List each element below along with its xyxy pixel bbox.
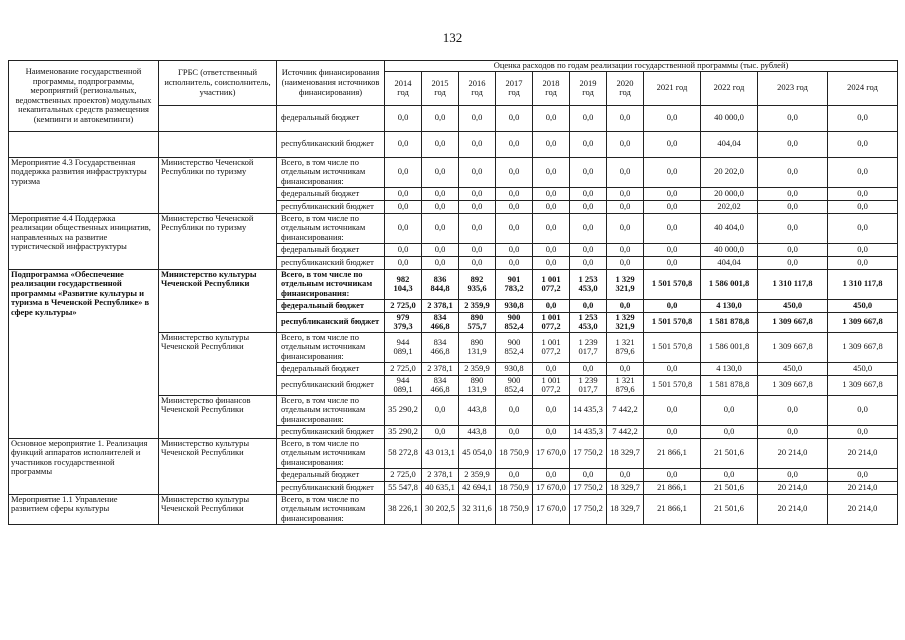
value-cell: 0,0 — [644, 395, 701, 425]
value-cell: 900 852,4 — [496, 332, 533, 362]
value-cell: 0,0 — [422, 425, 459, 438]
source-cell: Всего, в том числе по отдельным источникам финансирования: — [277, 213, 385, 243]
value-cell: 0,0 — [422, 187, 459, 200]
value-cell: 17 750,2 — [570, 494, 607, 524]
value-cell: 0,0 — [607, 105, 644, 131]
value-cell: 0,0 — [496, 243, 533, 256]
value-cell: 0,0 — [607, 243, 644, 256]
value-cell: 2 359,9 — [459, 468, 496, 481]
value-cell: 0,0 — [496, 200, 533, 213]
value-cell: 0,0 — [422, 213, 459, 243]
value-cell: 2 378,1 — [422, 362, 459, 375]
value-cell: 32 311,6 — [459, 494, 496, 524]
value-cell: 2 378,1 — [422, 468, 459, 481]
value-cell: 0,0 — [758, 243, 828, 256]
year-header: 2022 год — [701, 71, 758, 105]
value-cell: 1 309 667,8 — [828, 375, 898, 395]
value-cell: 892 935,6 — [459, 269, 496, 299]
value-cell: 0,0 — [828, 131, 898, 157]
value-cell: 0,0 — [701, 425, 758, 438]
source-cell: федеральный бюджет — [277, 362, 385, 375]
value-cell: 0,0 — [533, 468, 570, 481]
source-cell: республиканский бюджет — [277, 256, 385, 269]
value-cell: 0,0 — [385, 187, 422, 200]
source-cell: федеральный бюджет — [277, 187, 385, 200]
value-cell: 0,0 — [570, 299, 607, 312]
value-cell: 0,0 — [496, 187, 533, 200]
value-cell: 0,0 — [570, 213, 607, 243]
value-cell: 0,0 — [828, 200, 898, 213]
value-cell: 43 013,1 — [422, 438, 459, 468]
value-cell: 0,0 — [459, 131, 496, 157]
value-cell: 450,0 — [828, 362, 898, 375]
value-cell: 0,0 — [644, 131, 701, 157]
grbs-cell: Министерство Чеченской Республики по туризму — [159, 213, 277, 269]
value-cell: 1 001 077,2 — [533, 269, 570, 299]
value-cell: 2 378,1 — [422, 299, 459, 312]
value-cell: 0,0 — [385, 256, 422, 269]
value-cell: 0,0 — [758, 187, 828, 200]
source-cell: федеральный бюджет — [277, 243, 385, 256]
value-cell: 0,0 — [701, 468, 758, 481]
grbs-cell — [159, 131, 277, 157]
value-cell: 17 750,2 — [570, 438, 607, 468]
value-cell: 1 309 667,8 — [758, 332, 828, 362]
page-number: 132 — [442, 30, 463, 45]
value-cell: 1 501 570,8 — [644, 269, 701, 299]
source-cell: Всего, в том числе по отдельным источникам финансирования: — [277, 494, 385, 524]
value-cell: 0,0 — [496, 213, 533, 243]
value-cell: 944 089,1 — [385, 332, 422, 362]
value-cell: 1 001 077,2 — [533, 375, 570, 395]
value-cell: 0,0 — [570, 362, 607, 375]
value-cell: 55 547,8 — [385, 481, 422, 494]
value-cell: 0,0 — [422, 131, 459, 157]
value-cell: 0,0 — [644, 243, 701, 256]
source-cell: Всего, в том числе по отдельным источникам финансирования: — [277, 332, 385, 362]
budget-table — [8, 60, 898, 525]
year-header: 2021 год — [644, 71, 701, 105]
value-cell: 0,0 — [533, 362, 570, 375]
year-header: 2023 год — [758, 71, 828, 105]
table-row — [9, 269, 898, 299]
value-cell: 0,0 — [385, 105, 422, 131]
program-name-cell: Мероприятие 1.1 Управление развитием сферы культуры — [9, 494, 159, 524]
value-cell: 0,0 — [758, 395, 828, 425]
value-cell: 0,0 — [533, 105, 570, 131]
value-cell: 0,0 — [459, 243, 496, 256]
header-grbs: ГРБС (ответственный исполнитель, соисполнитель, участник) — [159, 61, 277, 106]
value-cell: 0,0 — [496, 256, 533, 269]
grbs-cell: Министерство финансов Чеченской Республики — [159, 395, 277, 438]
value-cell: 20 214,0 — [828, 438, 898, 468]
value-cell: 834 466,8 — [422, 375, 459, 395]
value-cell: 18 750,9 — [496, 494, 533, 524]
value-cell: 0,0 — [644, 213, 701, 243]
value-cell: 17 670,0 — [533, 494, 570, 524]
value-cell: 2 359,9 — [459, 362, 496, 375]
value-cell: 30 202,5 — [422, 494, 459, 524]
value-cell: 0,0 — [533, 213, 570, 243]
value-cell: 0,0 — [422, 243, 459, 256]
value-cell: 443,8 — [459, 425, 496, 438]
value-cell: 0,0 — [758, 131, 828, 157]
table-row — [9, 157, 898, 187]
value-cell: 0,0 — [533, 243, 570, 256]
value-cell: 0,0 — [828, 395, 898, 425]
header-estimate: Оценка расходов по годам реализации государственной программы (тыс. рублей) — [385, 61, 898, 72]
value-cell: 1 310 117,8 — [828, 269, 898, 299]
value-cell: 930,8 — [496, 299, 533, 312]
value-cell: 0,0 — [644, 362, 701, 375]
value-cell: 1 253 453,0 — [570, 269, 607, 299]
value-cell: 0,0 — [644, 425, 701, 438]
value-cell: 20 202,0 — [701, 157, 758, 187]
value-cell: 0,0 — [385, 243, 422, 256]
value-cell: 2 725,0 — [385, 362, 422, 375]
value-cell: 38 226,1 — [385, 494, 422, 524]
value-cell: 0,0 — [607, 362, 644, 375]
value-cell: 0,0 — [533, 395, 570, 425]
value-cell: 0,0 — [533, 187, 570, 200]
value-cell: 1 329 321,9 — [607, 312, 644, 332]
value-cell: 20 214,0 — [828, 481, 898, 494]
value-cell: 35 290,2 — [385, 425, 422, 438]
value-cell: 900 852,4 — [496, 375, 533, 395]
value-cell: 18 329,7 — [607, 481, 644, 494]
value-cell: 836 844,8 — [422, 269, 459, 299]
table-row — [9, 213, 898, 243]
value-cell: 834 466,8 — [422, 332, 459, 362]
year-header: 2020 год — [607, 71, 644, 105]
value-cell: 18 329,7 — [607, 438, 644, 468]
value-cell: 0,0 — [644, 157, 701, 187]
value-cell: 404,04 — [701, 131, 758, 157]
value-cell: 0,0 — [533, 131, 570, 157]
value-cell: 21 501,6 — [701, 494, 758, 524]
header-row — [9, 61, 898, 72]
value-cell: 18 750,9 — [496, 438, 533, 468]
value-cell: 0,0 — [459, 157, 496, 187]
source-cell: Всего, в том числе по отдельным источникам финансирования: — [277, 157, 385, 187]
value-cell: 0,0 — [496, 157, 533, 187]
value-cell: 0,0 — [533, 157, 570, 187]
header-source: Источник финансирования (наименования источников финансирования) — [277, 61, 385, 106]
value-cell: 0,0 — [570, 187, 607, 200]
value-cell: 0,0 — [570, 105, 607, 131]
value-cell: 0,0 — [644, 299, 701, 312]
value-cell: 0,0 — [570, 157, 607, 187]
value-cell: 1 501 570,8 — [644, 375, 701, 395]
value-cell: 14 435,3 — [570, 425, 607, 438]
value-cell: 1 581 878,8 — [701, 375, 758, 395]
value-cell: 0,0 — [758, 157, 828, 187]
source-cell: федеральный бюджет — [277, 468, 385, 481]
year-header: 2019 год — [570, 71, 607, 105]
value-cell: 0,0 — [459, 200, 496, 213]
value-cell: 0,0 — [496, 468, 533, 481]
value-cell: 0,0 — [533, 200, 570, 213]
value-cell: 890 131,9 — [459, 375, 496, 395]
subprogram-name-cell: Подпрограмма «Обеспечение реализации государственной программы «Развитие культуры и туризма в Чеченской Республике» в сфере культуры» — [9, 269, 159, 438]
value-cell: 979 379,3 — [385, 312, 422, 332]
source-cell: республиканский бюджет — [277, 375, 385, 395]
value-cell: 0,0 — [828, 187, 898, 200]
value-cell: 40 000,0 — [701, 105, 758, 131]
value-cell: 1 581 878,8 — [701, 312, 758, 332]
source-cell: федеральный бюджет — [277, 105, 385, 131]
value-cell: 0,0 — [533, 425, 570, 438]
value-cell: 1 586 001,8 — [701, 332, 758, 362]
value-cell: 35 290,2 — [385, 395, 422, 425]
year-header: 2017 год — [496, 71, 533, 105]
value-cell: 21 501,6 — [701, 438, 758, 468]
table-row — [9, 494, 898, 524]
value-cell: 0,0 — [607, 213, 644, 243]
year-header: 2014 год — [385, 71, 422, 105]
value-cell: 40 404,0 — [701, 213, 758, 243]
value-cell: 0,0 — [533, 256, 570, 269]
grbs-cell: Министерство культуры Чеченской Республики — [159, 269, 277, 332]
source-cell: республиканский бюджет — [277, 200, 385, 213]
value-cell: 20 214,0 — [828, 494, 898, 524]
value-cell: 1 329 321,9 — [607, 269, 644, 299]
value-cell: 1 309 667,8 — [758, 312, 828, 332]
value-cell: 901 783,2 — [496, 269, 533, 299]
value-cell: 0,0 — [828, 425, 898, 438]
grbs-cell — [159, 105, 277, 131]
value-cell: 0,0 — [644, 187, 701, 200]
value-cell: 0,0 — [758, 468, 828, 481]
value-cell: 450,0 — [758, 299, 828, 312]
value-cell: 0,0 — [385, 200, 422, 213]
year-header: 2016 год — [459, 71, 496, 105]
value-cell: 17 670,0 — [533, 438, 570, 468]
value-cell: 20 000,0 — [701, 187, 758, 200]
value-cell: 0,0 — [459, 187, 496, 200]
value-cell: 40 635,1 — [422, 481, 459, 494]
value-cell: 0,0 — [828, 468, 898, 481]
value-cell: 1 239 017,7 — [570, 332, 607, 362]
value-cell: 2 725,0 — [385, 468, 422, 481]
value-cell: 0,0 — [828, 256, 898, 269]
value-cell: 0,0 — [422, 256, 459, 269]
value-cell: 4 130,0 — [701, 362, 758, 375]
value-cell: 0,0 — [570, 200, 607, 213]
source-cell: Всего, в том числе по отдельным источникам финансирования: — [277, 438, 385, 468]
table-row — [9, 131, 898, 157]
value-cell: 0,0 — [758, 213, 828, 243]
value-cell: 0,0 — [496, 425, 533, 438]
value-cell: 58 272,8 — [385, 438, 422, 468]
value-cell: 21 501,6 — [701, 481, 758, 494]
value-cell: 1 309 667,8 — [828, 312, 898, 332]
grbs-cell: Министерство культуры Чеченской Республики — [159, 438, 277, 494]
value-cell: 982 104,3 — [385, 269, 422, 299]
year-header: 2018 год — [533, 71, 570, 105]
value-cell: 0,0 — [828, 213, 898, 243]
source-cell: республиканский бюджет — [277, 312, 385, 332]
grbs-cell: Министерство культуры Чеченской Республики — [159, 332, 277, 395]
value-cell: 20 214,0 — [758, 438, 828, 468]
value-cell: 890 575,7 — [459, 312, 496, 332]
value-cell: 1 321 879,6 — [607, 332, 644, 362]
value-cell: 0,0 — [607, 187, 644, 200]
value-cell: 0,0 — [828, 243, 898, 256]
value-cell: 2 359,9 — [459, 299, 496, 312]
value-cell: 443,8 — [459, 395, 496, 425]
value-cell: 0,0 — [607, 200, 644, 213]
name-cell — [9, 131, 159, 157]
value-cell: 0,0 — [758, 425, 828, 438]
value-cell: 0,0 — [459, 256, 496, 269]
source-cell: Всего, в том числе по отдельным источникам финансирования: — [277, 395, 385, 425]
value-cell: 0,0 — [644, 468, 701, 481]
value-cell: 930,8 — [496, 362, 533, 375]
value-cell: 0,0 — [607, 157, 644, 187]
value-cell: 7 442,2 — [607, 425, 644, 438]
value-cell: 0,0 — [570, 468, 607, 481]
value-cell: 1 239 017,7 — [570, 375, 607, 395]
program-name-cell: Мероприятие 4.4 Поддержка реализации общественных инициатив, направленных на развитие туристической инфраструктуры — [9, 213, 159, 269]
program-name-cell: Основное мероприятие 1. Реализация функций аппаратов исполнителей и участников государственной программы — [9, 438, 159, 494]
value-cell: 0,0 — [385, 131, 422, 157]
value-cell: 900 852,4 — [496, 312, 533, 332]
value-cell: 0,0 — [459, 105, 496, 131]
value-cell: 0,0 — [570, 131, 607, 157]
value-cell: 0,0 — [459, 213, 496, 243]
value-cell: 0,0 — [828, 157, 898, 187]
header-name: Наименование государственной программы, подпрограммы, мероприятий (региональных, ведомственных проектов) модульных некапитальных средств размещения (кемпинги и автокемпинги) — [9, 61, 159, 132]
value-cell: 40 000,0 — [701, 243, 758, 256]
value-cell: 18 750,9 — [496, 481, 533, 494]
value-cell: 0,0 — [701, 395, 758, 425]
value-cell: 450,0 — [758, 362, 828, 375]
value-cell: 20 214,0 — [758, 494, 828, 524]
value-cell: 0,0 — [758, 256, 828, 269]
value-cell: 1 501 570,8 — [644, 332, 701, 362]
value-cell: 0,0 — [758, 200, 828, 213]
source-cell: федеральный бюджет — [277, 299, 385, 312]
value-cell: 14 435,3 — [570, 395, 607, 425]
value-cell: 1 253 453,0 — [570, 312, 607, 332]
source-cell: Всего, в том числе по отдельным источникам финансирования: — [277, 269, 385, 299]
value-cell: 4 130,0 — [701, 299, 758, 312]
value-cell: 0,0 — [496, 131, 533, 157]
value-cell: 0,0 — [496, 105, 533, 131]
value-cell: 17 670,0 — [533, 481, 570, 494]
value-cell: 0,0 — [422, 395, 459, 425]
grbs-cell: Министерство культуры Чеченской Республики — [159, 494, 277, 524]
value-cell: 202,02 — [701, 200, 758, 213]
value-cell: 1 001 077,2 — [533, 312, 570, 332]
value-cell: 21 866,1 — [644, 481, 701, 494]
value-cell: 0,0 — [422, 200, 459, 213]
source-cell: республиканский бюджет — [277, 425, 385, 438]
year-header: 2015 год — [422, 71, 459, 105]
value-cell: 7 442,2 — [607, 395, 644, 425]
value-cell: 0,0 — [570, 243, 607, 256]
value-cell: 0,0 — [758, 105, 828, 131]
value-cell: 890 131,9 — [459, 332, 496, 362]
value-cell: 0,0 — [607, 131, 644, 157]
value-cell: 0,0 — [496, 395, 533, 425]
grbs-cell: Министерство Чеченской Республики по туризму — [159, 157, 277, 213]
value-cell: 42 694,1 — [459, 481, 496, 494]
value-cell: 21 866,1 — [644, 494, 701, 524]
value-cell: 0,0 — [607, 256, 644, 269]
value-cell: 0,0 — [607, 468, 644, 481]
value-cell: 1 001 077,2 — [533, 332, 570, 362]
value-cell: 404,04 — [701, 256, 758, 269]
value-cell: 18 329,7 — [607, 494, 644, 524]
value-cell: 450,0 — [828, 299, 898, 312]
value-cell: 0,0 — [385, 213, 422, 243]
value-cell: 0,0 — [644, 256, 701, 269]
value-cell: 0,0 — [828, 105, 898, 131]
program-name-cell: Мероприятие 4.3 Государственная поддержка развития инфраструктуры туризма — [9, 157, 159, 213]
value-cell: 834 466,8 — [422, 312, 459, 332]
year-header: 2024 год — [828, 71, 898, 105]
value-cell: 0,0 — [644, 200, 701, 213]
value-cell: 944 089,1 — [385, 375, 422, 395]
value-cell: 0,0 — [422, 157, 459, 187]
value-cell: 1 309 667,8 — [828, 332, 898, 362]
value-cell: 20 214,0 — [758, 481, 828, 494]
value-cell: 0,0 — [422, 105, 459, 131]
value-cell: 1 309 667,8 — [758, 375, 828, 395]
value-cell: 0,0 — [644, 105, 701, 131]
value-cell: 21 866,1 — [644, 438, 701, 468]
value-cell: 0,0 — [385, 157, 422, 187]
value-cell: 1 586 001,8 — [701, 269, 758, 299]
table-row — [9, 438, 898, 468]
value-cell: 1 501 570,8 — [644, 312, 701, 332]
value-cell: 17 750,2 — [570, 481, 607, 494]
value-cell: 45 054,0 — [459, 438, 496, 468]
value-cell: 1 310 117,8 — [758, 269, 828, 299]
value-cell: 1 321 879,6 — [607, 375, 644, 395]
source-cell: республиканский бюджет — [277, 131, 385, 157]
source-cell: республиканский бюджет — [277, 481, 385, 494]
value-cell: 0,0 — [533, 299, 570, 312]
value-cell: 0,0 — [607, 299, 644, 312]
value-cell: 0,0 — [570, 256, 607, 269]
value-cell: 2 725,0 — [385, 299, 422, 312]
